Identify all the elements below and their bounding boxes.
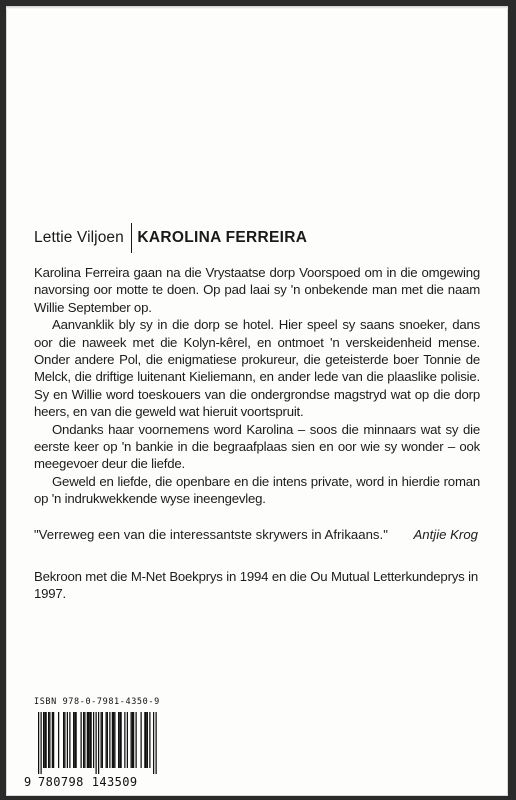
quote-source: Antjie Krog xyxy=(413,527,478,542)
barcode-bar xyxy=(46,712,47,768)
barcode-bar xyxy=(69,712,70,768)
barcode-bar xyxy=(89,712,90,768)
barcode-bar xyxy=(147,712,148,768)
barcode-bar xyxy=(153,712,154,774)
barcode-bar xyxy=(109,712,110,768)
barcode-bar xyxy=(106,712,107,768)
review-quote xyxy=(34,527,478,542)
barcode-bar xyxy=(98,712,99,774)
award-text: Bekroon met die M-Net Boekprys in 1994 en die Ou Mutual Letterkundeprys in 1997. xyxy=(34,569,478,602)
barcode-bar xyxy=(87,712,88,768)
barcode-bar xyxy=(113,712,114,768)
barcode-bar xyxy=(107,712,108,768)
barcode-bar xyxy=(118,712,119,768)
barcode-bar xyxy=(38,712,39,774)
barcode-bar xyxy=(74,712,75,768)
barcode-bar xyxy=(96,712,97,774)
barcode-bar xyxy=(88,712,89,768)
barcode-bar xyxy=(91,712,92,768)
cover-top-edge xyxy=(6,6,508,9)
title-divider xyxy=(131,223,133,253)
barcode-bar xyxy=(41,712,42,774)
barcode-bar xyxy=(48,712,49,768)
barcode-icon xyxy=(38,712,168,774)
quote-text: "Verreweg een van die interessantste skrywers in Afrikaans." xyxy=(34,527,388,542)
barcode-bar xyxy=(49,712,50,768)
barcode-bar xyxy=(83,712,84,768)
barcode-bar xyxy=(149,712,150,768)
barcode-bar xyxy=(127,712,128,768)
barcode-bar xyxy=(146,712,147,768)
blurb-paragraph-4: Geweld en liefde, die openbare en die intens private, word in hierdie roman op 'n indrukwekkende wyse ineengevleg. xyxy=(34,473,480,507)
barcode-bar xyxy=(114,712,115,768)
barcode-bar xyxy=(76,712,77,768)
barcode-bar xyxy=(67,712,68,768)
blurb-paragraph-1: Karolina Ferreira gaan na die Vrystaatse dorp Voorspoed om in die omgewing navorsing oor motte te doen. Op pad laai sy 'n onbekende man met die naam Willie September op. xyxy=(34,265,480,315)
barcode-lead-digit: 9 xyxy=(24,775,32,789)
barcode-bar xyxy=(73,712,74,768)
blurb xyxy=(34,264,480,508)
barcode-bar xyxy=(121,712,122,768)
barcode-bar xyxy=(132,712,133,768)
barcode-bar xyxy=(63,712,64,768)
author-name: Lettie Viljoen xyxy=(34,229,124,246)
barcode-bar xyxy=(112,712,113,768)
barcode-bar xyxy=(136,712,137,768)
barcode-bar xyxy=(64,712,65,768)
barcode-bar xyxy=(102,712,103,768)
barcode-bar xyxy=(58,712,59,768)
barcode-bar xyxy=(52,712,53,768)
barcode-bar xyxy=(84,712,85,768)
barcode-bar xyxy=(156,712,157,774)
barcode-bar xyxy=(119,712,120,768)
barcode-bar xyxy=(131,712,132,768)
blurb-paragraph-2: Aanvanklik bly sy in die dorp se hotel. Hier speel sy saans snoeker, dans oor die naweek met die Kolyn-kêrel, en ontmoet 'n verskeidenheid mense. Onder andere Pol, die enigmatiese prokureur, die geteisterde boer Tonnie de Melck, die driftige luitenant Kieliemann, en ander lede van die plaaslike polisie. Sy en Willie word toeskouers van die ondergrondse magstryd wat op die dorp heers, en van die geweld wat hieruit voortspruit. xyxy=(34,317,480,420)
isbn-label: ISBN 978-0-7981-4350-9 xyxy=(34,697,160,707)
barcode-bar xyxy=(124,712,125,768)
barcode-bar xyxy=(101,712,102,768)
barcode-digits xyxy=(24,775,174,789)
book-title: KAROLINA FERREIRA xyxy=(137,229,308,246)
barcode-bar xyxy=(133,712,134,768)
barcode-digit-group-1: 780798 xyxy=(38,775,84,789)
barcode-bar xyxy=(93,712,94,768)
title-row xyxy=(34,222,307,254)
barcode-bar xyxy=(44,712,45,768)
barcode-bar xyxy=(43,712,44,768)
barcode-bar xyxy=(144,712,145,768)
barcode-bar xyxy=(53,712,54,768)
barcode-bar xyxy=(81,712,82,768)
barcode-digit-group-2: 143509 xyxy=(91,775,138,789)
blurb-paragraph-3: Ondanks haar voornemens word Karolina – soos die minnaars wat sy die eerste keer op 'n bankie in die begraafplaas sien en oor wie sy wonder – ook meegevoer deur die liefde. xyxy=(34,421,480,472)
barcode-bar xyxy=(141,712,142,768)
